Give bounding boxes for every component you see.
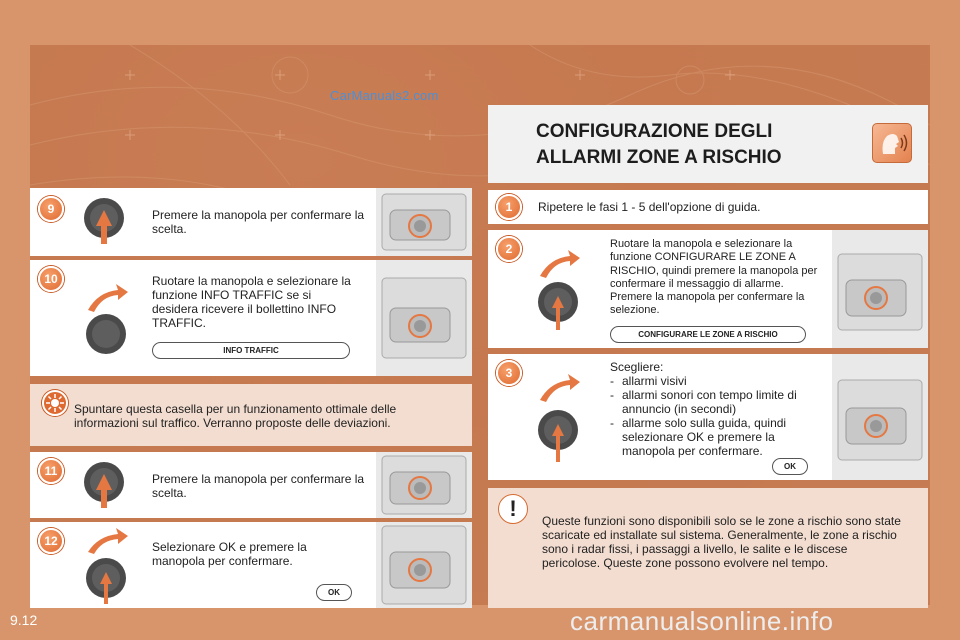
step-2 bbox=[488, 230, 928, 348]
rotary-knob-icon bbox=[80, 526, 136, 606]
step-text: Premere la manopola per confermare la scelta. bbox=[152, 208, 365, 236]
speaker-head-icon bbox=[872, 123, 912, 163]
radio-panel-icon bbox=[376, 188, 472, 256]
step-text: Ruotare la manopola e selezionare la funzione INFO TRAFFIC se si desidera ricevere il bollettino INFO TRAFFIC. bbox=[152, 274, 351, 330]
step-badge: 2 bbox=[496, 236, 522, 262]
radio-panel-graphic bbox=[832, 354, 928, 480]
rotary-knob-icon bbox=[80, 194, 132, 250]
step-badge: 12 bbox=[38, 528, 64, 554]
radio-panel-icon bbox=[832, 230, 928, 348]
step-badge: 10 bbox=[38, 266, 64, 292]
configure-zones-button[interactable]: CONFIGURARE LE ZONE A RISCHIO bbox=[610, 326, 806, 343]
radio-panel-icon bbox=[376, 260, 472, 376]
list-item: - allarmi visivi bbox=[610, 374, 687, 388]
list-item: - allarme solo sulla guida, quindi selezionare OK e premere la manopola per confermare. bbox=[610, 416, 787, 458]
radio-panel-icon bbox=[376, 522, 472, 608]
page-number: 9.12 bbox=[10, 612, 38, 628]
footer-watermark: carmanualsonline.info bbox=[570, 606, 834, 636]
speaker-head-icon-graphic bbox=[873, 124, 913, 164]
rotary-knob-icon bbox=[80, 458, 132, 514]
step-text: Selezionare OK e premere la manopola per confermare. bbox=[152, 540, 307, 568]
ok-button[interactable]: OK bbox=[316, 584, 352, 601]
step-intro: Scegliere: bbox=[610, 360, 664, 374]
exclamation-icon: ! bbox=[498, 494, 528, 524]
step-badge: 3 bbox=[496, 360, 522, 386]
radio-panel-graphic bbox=[376, 522, 472, 608]
radio-panel-icon bbox=[832, 354, 928, 480]
list-item: - allarmi sonori con tempo limite di annuncio (in secondi) bbox=[610, 388, 797, 416]
radio-panel-graphic bbox=[376, 452, 472, 518]
step-3 bbox=[488, 354, 928, 480]
rotary-knob-icon bbox=[532, 246, 592, 342]
step-text: Ruotare la manopola e selezionare la funzione CONFIGURARE LE ZONE A RISCHIO, quindi premere la manopola per confermare il messaggio di allarme. Premere la manopola per confermare la selezione. bbox=[610, 238, 818, 317]
page-title: CONFIGURAZIONE DEGLI ALLARMI ZONE A RISCHIO bbox=[536, 121, 782, 168]
tip-box bbox=[30, 384, 472, 446]
step-12 bbox=[30, 522, 472, 608]
rotary-knob-icon bbox=[532, 370, 592, 474]
info-traffic-button[interactable]: INFO TRAFFIC bbox=[152, 342, 350, 359]
step-10 bbox=[30, 260, 472, 376]
radio-panel-icon bbox=[376, 452, 472, 518]
step-11 bbox=[30, 452, 472, 518]
title-box bbox=[488, 105, 928, 183]
radio-panel-graphic bbox=[832, 230, 928, 348]
watermark: CarManuals2.com bbox=[330, 88, 439, 103]
rotary-knob-icon bbox=[80, 280, 136, 360]
step-badge: 1 bbox=[496, 194, 522, 220]
sun-tip-icon bbox=[42, 390, 68, 416]
radio-panel-graphic bbox=[376, 260, 472, 376]
warning-box bbox=[488, 488, 928, 608]
warning-text: Queste funzioni sono disponibili solo se le zone a rischio sono state scaricate ed installate sul sistema. Generalmente, le zone a rischio sono i radar fissi, i passaggi a livello, le salite e le discese pericolose. Queste zone possono evolvere nel tempo. bbox=[542, 514, 901, 570]
step-badge: 11 bbox=[38, 458, 64, 484]
radio-panel-graphic bbox=[376, 188, 472, 256]
option-list bbox=[610, 374, 820, 458]
step-text: Ripetere le fasi 1 - 5 dell'opzione di guida. bbox=[538, 200, 761, 214]
sun-tip-graphic bbox=[44, 392, 66, 414]
step-1 bbox=[488, 190, 928, 224]
tip-text: Spuntare questa casella per un funzionamento ottimale delle informazioni sul traffico. Verranno proposte delle deviazioni. bbox=[74, 402, 397, 430]
step-9 bbox=[30, 188, 472, 256]
step-badge: 9 bbox=[38, 196, 64, 222]
ok-button[interactable]: OK bbox=[772, 458, 808, 475]
step-text: Premere la manopola per confermare la scelta. bbox=[152, 472, 365, 500]
